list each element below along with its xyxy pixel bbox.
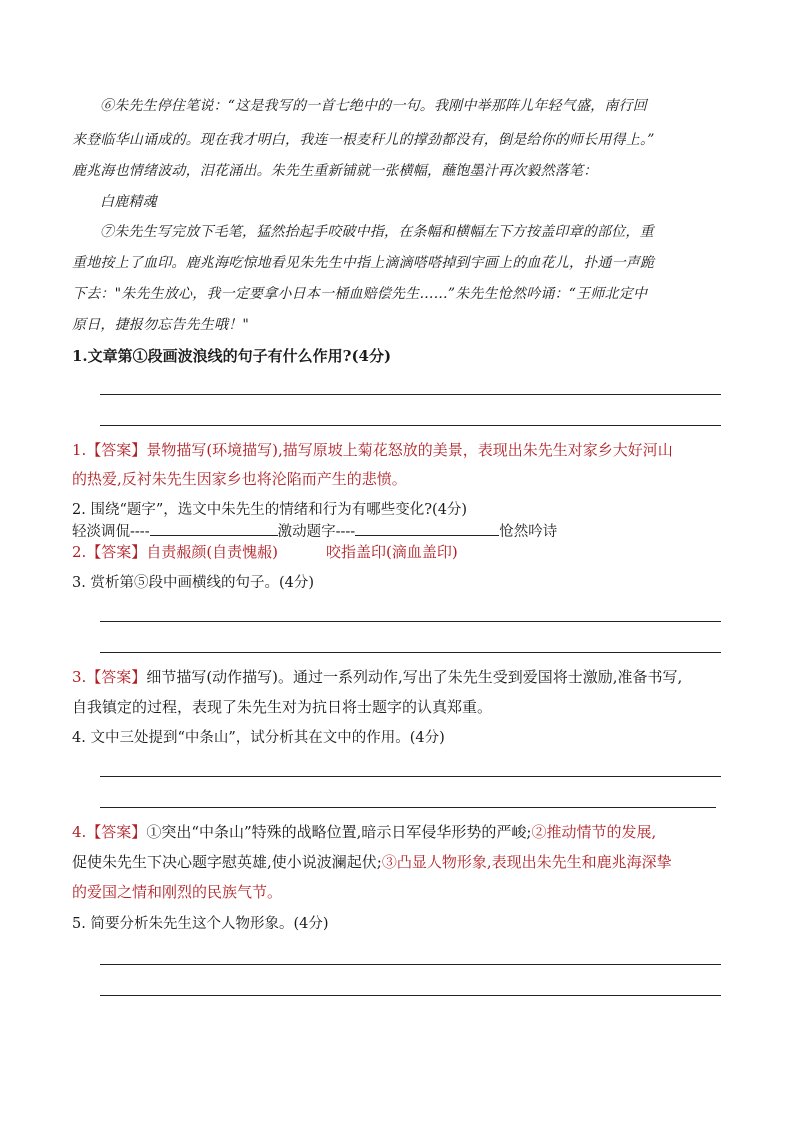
fill-blank-2[interactable] [355,521,499,536]
question-1: 1.文章第①段画波浪线的句子有什么作用?(4分) [72,347,392,365]
stage-3: 怆然吟诗 [499,524,558,540]
stage-2: 激动题字---- [277,524,356,540]
passage-p7-line1: ⑦朱先生写完放下毛笔，猛然抬起手咬破中指，在条幅和横幅左下方按盖印章的部位，重 [100,224,654,240]
passage-p7-line2: 重地按上了血印。鹿兆海吃惊地看见朱先生中指上滴滴嗒嗒掉到宇画上的血花儿，扑通一声跪 [72,255,655,271]
fill-blank-1[interactable] [150,521,278,536]
answer-2-part2: 咬指盖印(滴血盖印) [326,543,458,561]
answer-4-line1 [72,822,656,842]
stage-1: 轻淡调侃---- [72,524,150,540]
answer-4-line2 [72,852,672,872]
answer-4-point2: ②推动情节的发展, [531,823,657,841]
answer-line [100,652,721,653]
answer-line [100,621,721,622]
answer-1-text: 景物描写(环境描写),描写原坡上菊花怒放的美景，表现出朱先生对家乡大好河山 [146,441,673,459]
answer-line [100,995,721,996]
answer-tag: 2.【答案】 [72,543,147,561]
answer-tag: 4.【答案】 [72,823,147,841]
question-3: 3. 赏析第⑤段中画横线的句子。(4分) [72,575,314,591]
inscription-title: 白鹿精魂 [100,194,157,210]
question-4: 4. 文中三处提到“中条山”，试分析其在文中的作用。(4分) [72,730,445,746]
answer-3-line1 [72,667,682,687]
answer-4-point3: ③凸显人物形象, [381,853,492,871]
question-2-sequence [72,521,557,542]
passage-p6-line2: 来登临华山诵成的。现在我才明白，我连一根麦秆儿的撑劲都没有，倒是给你的师长用得上。” [72,132,655,148]
passage-p7-line3: 下去："朱先生放心，我一定要拿小日本一桶血赔偿先生……”朱先生怆然吟诵：“王师北定中 [72,286,648,302]
answer-1-line1 [72,440,673,460]
answer-2-part1: 自责赧颜(自责愧赧) [146,543,279,561]
answer-4-line3: 的爱国之情和刚烈的民族气节。 [72,883,283,901]
answer-1-line2: 的热爱,反衬朱先生因家乡也将沦陷而产生的悲愤。 [72,470,407,488]
passage-p7-line4: 原日，捷报勿忘告先生哦！" [72,317,250,333]
answer-tag: 3.【答案】 [72,668,147,686]
answer-3-line2: 自我镇定的过程，表现了朱先生对为抗日将士题字的认真郑重。 [72,698,493,716]
answer-line [100,964,721,965]
passage-p6-line3: 鹿兆海也情绪波动，泪花涌出。朱先生重新铺就一张横幅，蘸饱墨汁再次毅然落笔： [72,163,598,179]
answer-4-point1: ①突出“中条山”特殊的战略位置,暗示日军侵华形势的严峻; [146,823,532,841]
answer-4-text: 表现出朱先生和鹿兆海深挚 [491,853,672,871]
answer-4-text: 促使朱先生下决心题字慰英雄,使小说波澜起伏; [72,853,382,871]
answer-tag: 1.【答案】 [72,441,147,459]
answer-2 [72,542,458,562]
answer-line [100,807,716,808]
question-5: 5. 简要分析朱先生这个人物形象。(4分) [72,916,329,932]
passage-p6-line1: ⑥朱先生停住笔说：“这是我写的一首七绝中的一句。我刚中举那阵儿年轻气盛，南行回 [100,98,647,114]
question-2: 2. 围绕“题字”，选文中朱先生的情绪和行为有哪些变化?(4分) [72,502,468,518]
answer-line [100,394,721,395]
answer-line [100,776,721,777]
answer-3-text: 细节描写(动作描写)。通过一系列动作,写出了朱先生受到爱国将士激励,准备书写, [146,668,683,686]
answer-line [100,425,721,426]
